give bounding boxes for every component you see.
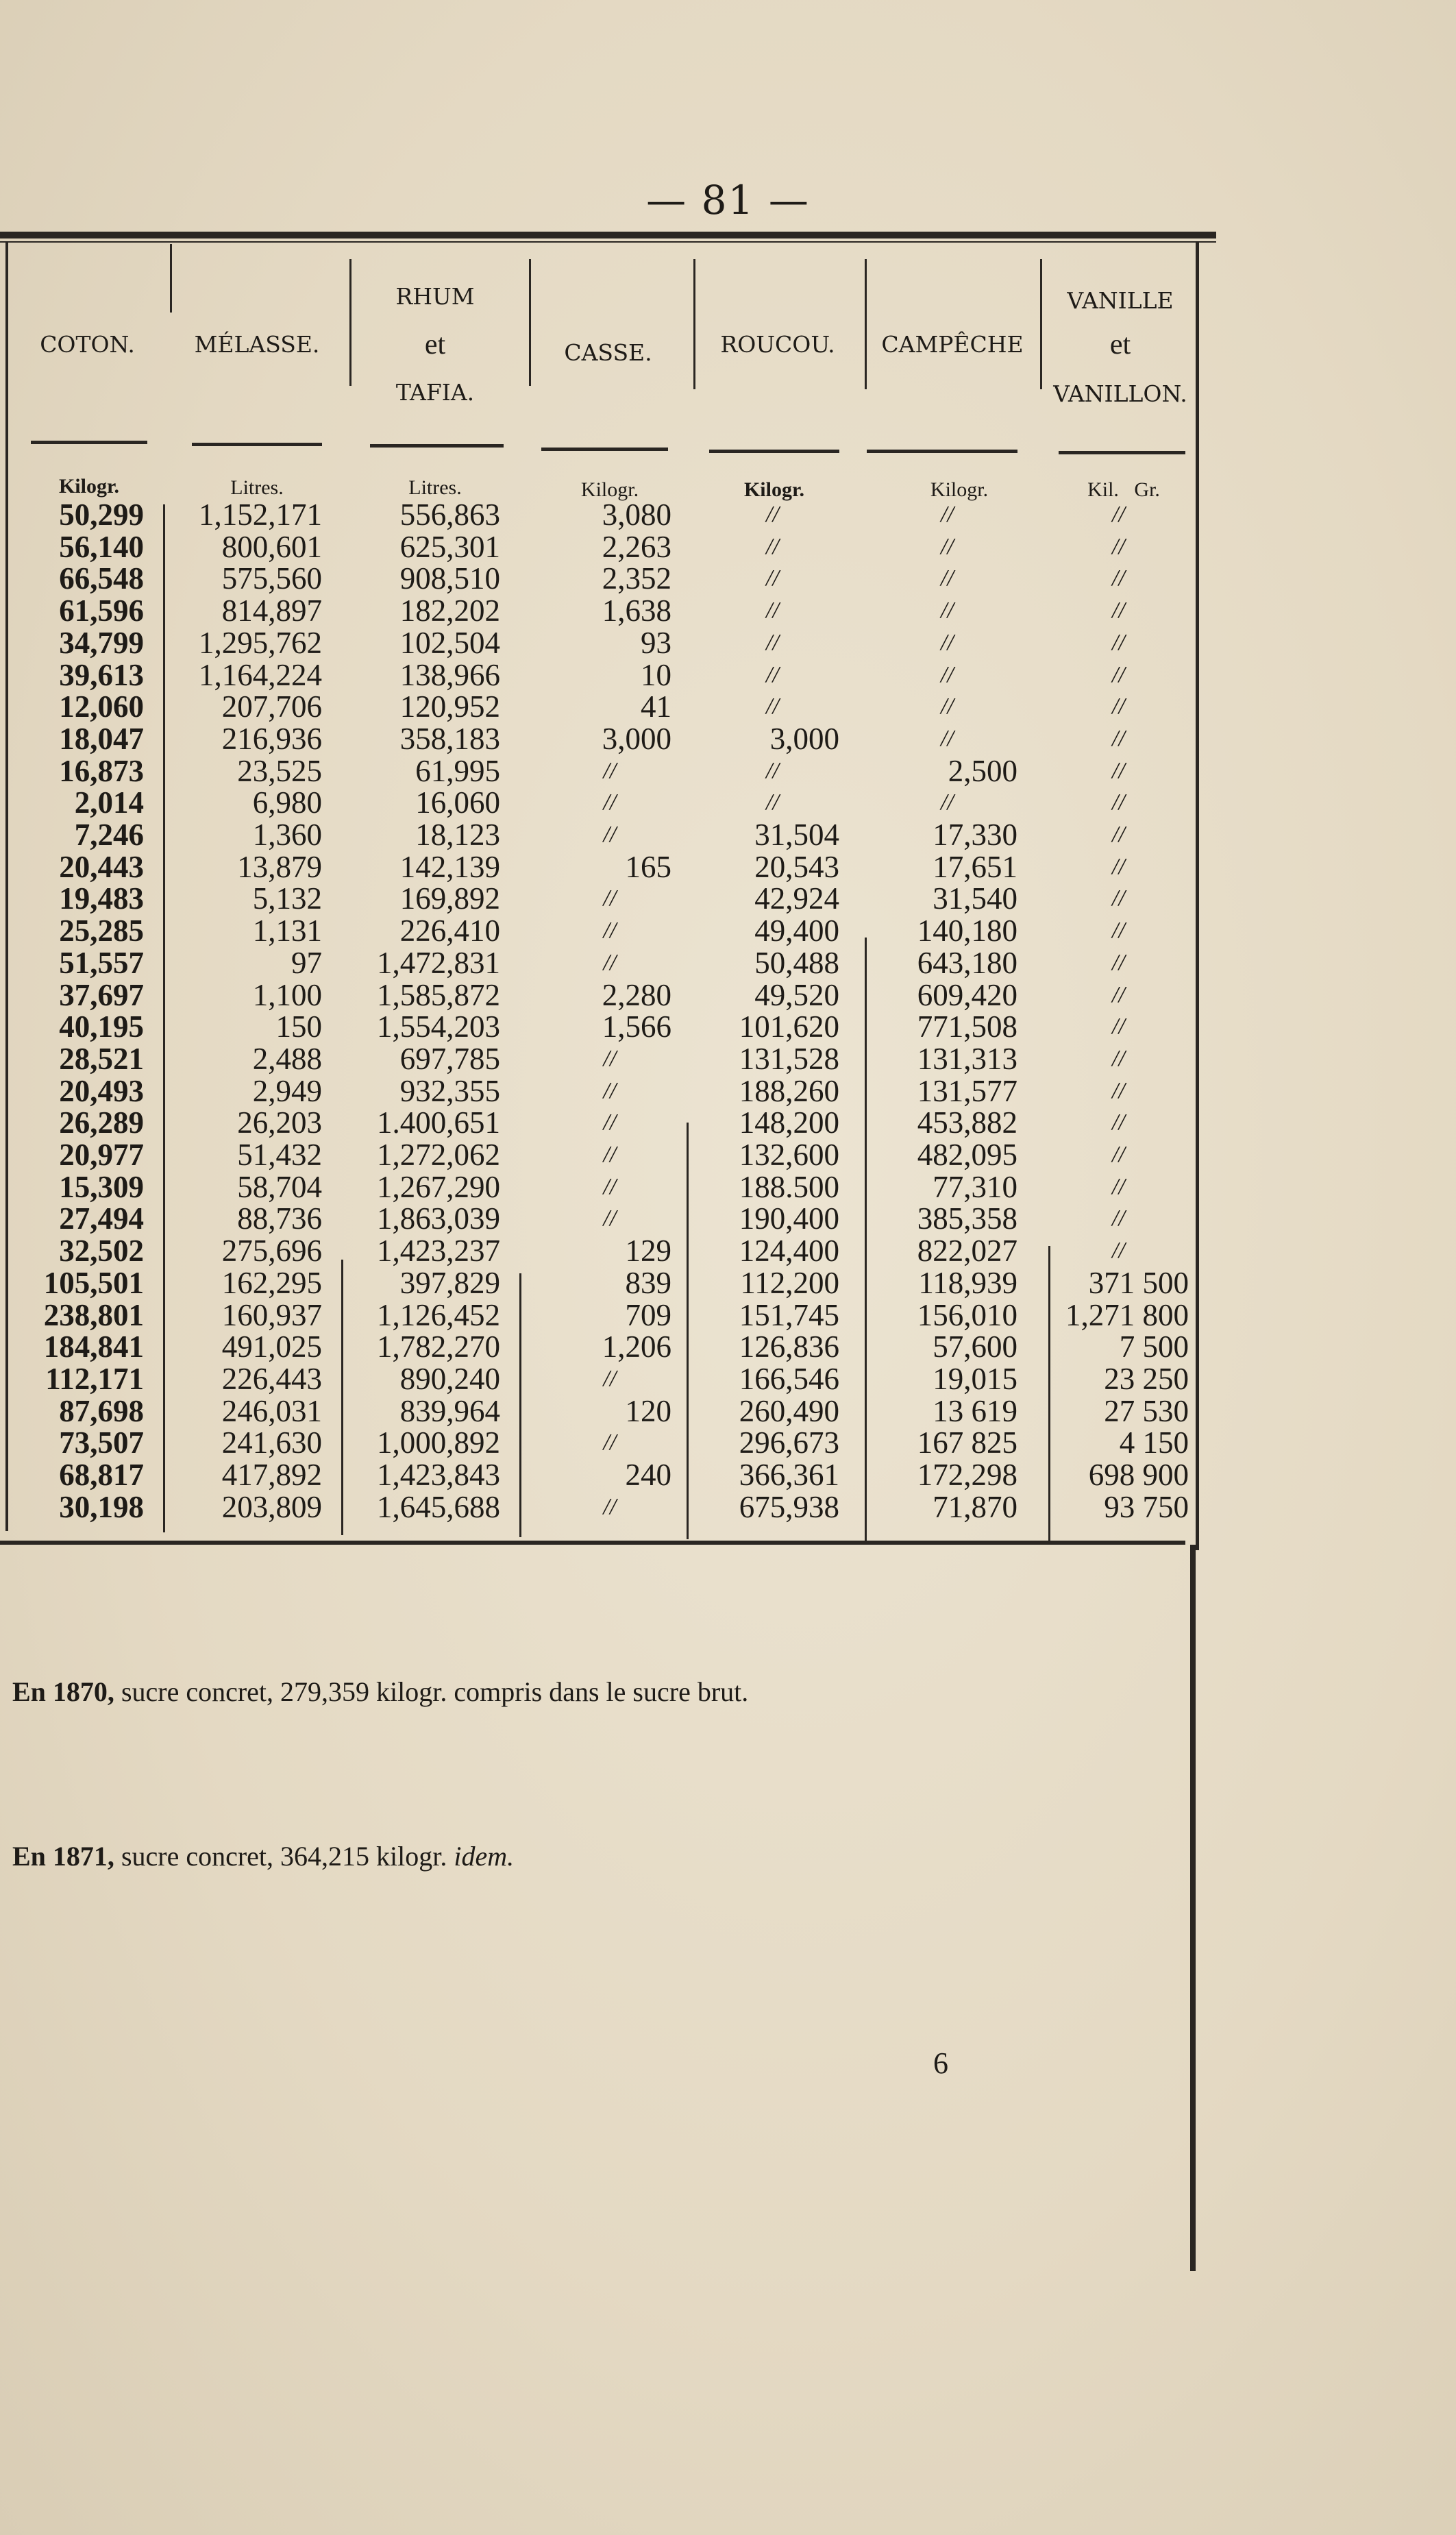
note-1871-prefix: En 1871, bbox=[12, 1841, 114, 1872]
table-cell: 37,697 bbox=[59, 977, 144, 1012]
table-cell: 51,432 bbox=[237, 1138, 322, 1172]
table-cell: 30,198 bbox=[59, 1489, 144, 1524]
header-vanille-line-1: VANILLE bbox=[1067, 287, 1174, 314]
table-cell: 126,836 bbox=[739, 1330, 839, 1364]
table-cell: 1,360 bbox=[252, 818, 322, 852]
table-cell: 101,620 bbox=[739, 1009, 839, 1044]
table-cell: 1,585,872 bbox=[377, 977, 500, 1012]
header-rule-roucou bbox=[709, 450, 839, 453]
table-cell: 3,000 bbox=[769, 721, 839, 756]
table-cell: 188.500 bbox=[739, 1169, 839, 1204]
table-left-rule bbox=[5, 243, 8, 1531]
note-1870-prefix: En 1870, bbox=[12, 1676, 114, 1707]
header-roucou bbox=[699, 333, 856, 436]
header-rhum-line-1: RHUM bbox=[395, 283, 475, 310]
header-vanille bbox=[1048, 289, 1192, 447]
table-cell: // bbox=[766, 694, 779, 720]
table-cell: 609,420 bbox=[917, 977, 1017, 1012]
table-cell: 23 250 bbox=[1104, 1361, 1189, 1396]
table-cell: // bbox=[1112, 981, 1125, 1007]
table-cell: 51,557 bbox=[59, 945, 144, 980]
table-cell: // bbox=[603, 1205, 617, 1232]
table-cell: 112,171 bbox=[45, 1361, 144, 1396]
separator-6 bbox=[1040, 259, 1042, 389]
table-cell: 1,645,688 bbox=[377, 1489, 500, 1524]
table-cell: 93 750 bbox=[1104, 1489, 1189, 1524]
table-cell: 23,525 bbox=[237, 753, 322, 788]
page-number: — 81 — bbox=[646, 177, 810, 223]
table-cell: 148,200 bbox=[739, 1105, 839, 1140]
table-cell: 260,490 bbox=[739, 1393, 839, 1428]
table-cell: // bbox=[1112, 1142, 1125, 1167]
table-cell: 1,272,062 bbox=[377, 1138, 500, 1172]
table-cell: // bbox=[1112, 598, 1125, 624]
table-cell: 908,510 bbox=[399, 561, 500, 596]
header-campeche bbox=[867, 333, 1038, 436]
table-cell: 6,980 bbox=[252, 785, 322, 820]
separator-5 bbox=[865, 259, 867, 389]
table-cell: // bbox=[941, 725, 954, 751]
table-cell: 162,295 bbox=[221, 1265, 322, 1300]
table-cell: 1,554,203 bbox=[377, 1009, 500, 1044]
table-cell: 556,863 bbox=[399, 498, 500, 532]
table-cell: // bbox=[1112, 1205, 1125, 1232]
separator-4 bbox=[693, 259, 695, 389]
table-cell: 1,863,039 bbox=[377, 1201, 500, 1236]
header-rhum-line-2: et bbox=[424, 329, 446, 360]
table-cell: // bbox=[1112, 1110, 1125, 1136]
table-cell: // bbox=[603, 757, 617, 783]
table-cell: 19,015 bbox=[933, 1361, 1017, 1396]
table-cell: 17,651 bbox=[933, 849, 1017, 884]
table-cell: // bbox=[1112, 1077, 1125, 1103]
table-cell: // bbox=[766, 661, 779, 687]
table-cell: 7 500 bbox=[1119, 1330, 1189, 1364]
table-cell: // bbox=[941, 629, 954, 655]
table-cell: // bbox=[941, 502, 954, 527]
table-cell: 203,809 bbox=[221, 1489, 322, 1524]
table-cell: 19,483 bbox=[59, 881, 144, 916]
table-cell: 675,938 bbox=[739, 1489, 839, 1524]
table-cell: 61,596 bbox=[59, 593, 144, 628]
table-cell: 105,501 bbox=[43, 1265, 144, 1300]
table-cell: 61,995 bbox=[415, 753, 500, 788]
unit-melasse: Litres. bbox=[230, 476, 284, 499]
signature-mark: 6 bbox=[933, 2046, 948, 2080]
table-cell: 26,289 bbox=[59, 1105, 144, 1140]
table-cell: 87,698 bbox=[59, 1393, 144, 1428]
header-rule-melasse bbox=[192, 443, 322, 446]
table-cell: 132,600 bbox=[739, 1138, 839, 1172]
table-cell: 839 bbox=[625, 1265, 671, 1300]
table-cell: 131,528 bbox=[739, 1041, 839, 1076]
table-cell: 1,206 bbox=[602, 1330, 671, 1364]
table-cell: 1,782,270 bbox=[377, 1330, 500, 1364]
table-cell: 2,352 bbox=[602, 561, 671, 596]
table-cell: 165 bbox=[625, 849, 671, 884]
table-cell: 932,355 bbox=[399, 1073, 500, 1108]
table-cell: 417,892 bbox=[221, 1458, 322, 1492]
table-cell: 71,870 bbox=[933, 1489, 1017, 1524]
header-casse bbox=[534, 341, 682, 444]
note-1870 bbox=[12, 1676, 748, 1708]
unit-vanille: Kil. Gr. bbox=[1087, 478, 1160, 501]
table-cell: 39,613 bbox=[59, 657, 144, 692]
table-cell: 890,240 bbox=[399, 1361, 500, 1396]
table-cell: 20,493 bbox=[59, 1073, 144, 1108]
table-cell: 151,745 bbox=[739, 1297, 839, 1332]
table-cell: 131,313 bbox=[917, 1041, 1017, 1076]
table-cell: // bbox=[941, 565, 954, 591]
table-cell: 142,139 bbox=[399, 849, 500, 884]
table-cell: // bbox=[1112, 789, 1125, 816]
table-cell: // bbox=[766, 502, 779, 527]
separator-5b bbox=[865, 938, 867, 1541]
separator-3 bbox=[529, 259, 531, 386]
table-cell: 13,879 bbox=[237, 849, 322, 884]
header-rule-campeche bbox=[867, 450, 1017, 453]
header-roucou-line-1: ROUCOU. bbox=[720, 331, 835, 358]
table-cell: 13 619 bbox=[933, 1393, 1017, 1428]
table-cell: 491,025 bbox=[221, 1330, 322, 1364]
table-cell: 240 bbox=[625, 1458, 671, 1492]
table-cell: 18,123 bbox=[415, 818, 500, 852]
table-cell: 709 bbox=[625, 1297, 671, 1332]
table-cell: 2,500 bbox=[948, 753, 1017, 788]
table-cell: 3,080 bbox=[602, 498, 671, 532]
table-cell: 112,200 bbox=[740, 1265, 839, 1300]
table-cell: // bbox=[603, 822, 617, 847]
table-cell: 5,132 bbox=[252, 881, 322, 916]
table-cell: 27,494 bbox=[59, 1201, 144, 1236]
table-cell: 1,164,224 bbox=[199, 657, 322, 692]
table-cell: 150 bbox=[275, 1009, 322, 1044]
table-cell: 1,472,831 bbox=[377, 945, 500, 980]
table-cell: 397,829 bbox=[399, 1265, 500, 1300]
table-cell: 73,507 bbox=[59, 1425, 144, 1460]
header-rhum bbox=[353, 285, 517, 443]
table-cell: 32,502 bbox=[59, 1234, 144, 1269]
table-cell: 40,195 bbox=[59, 1009, 144, 1044]
table-cell: 1,566 bbox=[602, 1009, 671, 1044]
table-cell: 16,060 bbox=[415, 785, 500, 820]
table-cell: // bbox=[1112, 822, 1125, 847]
table-cell: 26,203 bbox=[237, 1105, 322, 1140]
table-cell: 1,423,237 bbox=[377, 1234, 500, 1269]
table-cell: 216,936 bbox=[221, 721, 322, 756]
table-cell: 16,873 bbox=[59, 753, 144, 788]
table-cell: 15,309 bbox=[59, 1169, 144, 1204]
table-cell: 246,031 bbox=[221, 1393, 322, 1428]
table-cell: // bbox=[1112, 1238, 1125, 1264]
table-cell: 385,358 bbox=[917, 1201, 1017, 1236]
header-vanille-line-2: et bbox=[1109, 329, 1131, 360]
header-rule-casse bbox=[541, 448, 668, 451]
table-cell: 20,443 bbox=[59, 849, 144, 884]
table-cell: 226,443 bbox=[221, 1361, 322, 1396]
table-cell: 97 bbox=[291, 945, 322, 980]
table-cell: 2,488 bbox=[252, 1041, 322, 1076]
table-cell: 1,295,762 bbox=[199, 625, 322, 660]
separator-2 bbox=[349, 259, 351, 386]
table-cell: // bbox=[1112, 725, 1125, 751]
table-cell: // bbox=[603, 1365, 617, 1391]
table-cell: 822,027 bbox=[917, 1234, 1017, 1269]
table-cell: 77,310 bbox=[933, 1169, 1017, 1204]
table-cell: 166,546 bbox=[739, 1361, 839, 1396]
table-cell: // bbox=[1112, 565, 1125, 591]
table-cell: 25,285 bbox=[59, 914, 144, 948]
table-cell: 1,100 bbox=[252, 977, 322, 1012]
table-cell: // bbox=[1112, 757, 1125, 783]
header-rule-coton bbox=[31, 441, 147, 444]
table-cell: 88,736 bbox=[237, 1201, 322, 1236]
table-bottom-rule bbox=[0, 1541, 1185, 1545]
unit-rhum: Litres. bbox=[408, 476, 462, 499]
table-cell: // bbox=[1112, 1045, 1125, 1071]
table-cell: 138,966 bbox=[399, 657, 500, 692]
table-cell: 814,897 bbox=[221, 593, 322, 628]
table-cell: 172,298 bbox=[917, 1458, 1017, 1492]
table-cell: 1,271 800 bbox=[1065, 1297, 1189, 1332]
table-cell: 1,267,290 bbox=[377, 1169, 500, 1204]
header-coton bbox=[14, 333, 161, 450]
table-cell: 2,263 bbox=[602, 529, 671, 564]
separator-4b bbox=[687, 1123, 689, 1539]
table-cell: 42,924 bbox=[754, 881, 839, 916]
table-cell: 50,488 bbox=[754, 945, 839, 980]
table-cell: 275,696 bbox=[221, 1234, 322, 1269]
table-cell: // bbox=[766, 789, 779, 816]
table-cell: 12,060 bbox=[59, 689, 144, 724]
table-cell: 49,400 bbox=[754, 914, 839, 948]
table-cell: 207,706 bbox=[221, 689, 322, 724]
table-cell: // bbox=[766, 533, 779, 559]
table-cell: 1,000,892 bbox=[377, 1425, 500, 1460]
table-cell: 124,400 bbox=[739, 1234, 839, 1269]
table-cell: // bbox=[1112, 661, 1125, 687]
header-coton-line-1: COTON. bbox=[40, 331, 135, 358]
table-cell: // bbox=[1112, 629, 1125, 655]
table-cell: // bbox=[1112, 694, 1125, 720]
table-cell: 7,246 bbox=[74, 818, 144, 852]
table-cell: // bbox=[941, 694, 954, 720]
table-cell: 10 bbox=[641, 657, 671, 692]
table-cell: 575,560 bbox=[221, 561, 322, 596]
table-cell: 1,126,452 bbox=[377, 1297, 500, 1332]
table-cell: 120,952 bbox=[399, 689, 500, 724]
header-rhum-line-3: TAFIA. bbox=[395, 379, 475, 406]
table-cell: 66,548 bbox=[59, 561, 144, 596]
table-cell: // bbox=[603, 1173, 617, 1199]
table-right-rule bbox=[1196, 241, 1199, 1550]
table-cell: // bbox=[603, 1430, 617, 1456]
table-cell: 17,330 bbox=[933, 818, 1017, 852]
table-cell: 58,704 bbox=[237, 1169, 322, 1204]
note-1871-idem: idem. bbox=[454, 1841, 515, 1872]
table-cell: 20,543 bbox=[754, 849, 839, 884]
table-cell: // bbox=[766, 757, 779, 783]
header-casse-line-1: CASSE. bbox=[564, 339, 652, 366]
table-cell: // bbox=[1112, 918, 1125, 944]
table-cell: 20,977 bbox=[59, 1138, 144, 1172]
table-cell: // bbox=[1112, 533, 1125, 559]
table-cell: 625,301 bbox=[399, 529, 500, 564]
table-cell: 358,183 bbox=[399, 721, 500, 756]
table-cell: 2,280 bbox=[602, 977, 671, 1012]
unit-campeche: Kilogr. bbox=[930, 478, 989, 501]
table-cell: // bbox=[603, 1142, 617, 1167]
table-cell: 1,131 bbox=[252, 914, 322, 948]
table-cell: 1,638 bbox=[602, 593, 671, 628]
table-cell: 167 825 bbox=[917, 1425, 1017, 1460]
table-cell: 3,000 bbox=[602, 721, 671, 756]
table-cell: 453,882 bbox=[917, 1105, 1017, 1140]
table-cell: 31,540 bbox=[933, 881, 1017, 916]
table-cell: 120 bbox=[625, 1393, 671, 1428]
table-cell: 698 900 bbox=[1088, 1458, 1189, 1492]
table-cell: 771,508 bbox=[917, 1009, 1017, 1044]
table-cell: 643,180 bbox=[917, 945, 1017, 980]
unit-coton: Kilogr. bbox=[58, 475, 120, 498]
table-cell: // bbox=[766, 598, 779, 624]
table-cell: 188,260 bbox=[739, 1073, 839, 1108]
table-cell: 31,504 bbox=[754, 818, 839, 852]
table-cell: 1,423,843 bbox=[377, 1458, 500, 1492]
unit-casse: Kilogr. bbox=[580, 478, 639, 501]
page-right-rule bbox=[1190, 1545, 1196, 2271]
table-cell: 169,892 bbox=[399, 881, 500, 916]
header-melasse bbox=[171, 333, 343, 450]
table-cell: 4 150 bbox=[1119, 1425, 1189, 1460]
table-cell: // bbox=[603, 789, 617, 816]
table-cell: 49,520 bbox=[754, 977, 839, 1012]
header-rule-vanille bbox=[1059, 451, 1185, 454]
table-cell: // bbox=[1112, 1173, 1125, 1199]
table-cell: 50,299 bbox=[59, 498, 144, 532]
table-cell: 296,673 bbox=[739, 1425, 839, 1460]
table-cell: 56,140 bbox=[59, 529, 144, 564]
note-1870-text: sucre concret, 279,359 kilogr. compris dans le sucre brut. bbox=[114, 1676, 749, 1707]
table-cell: // bbox=[603, 1045, 617, 1071]
table-cell: // bbox=[941, 789, 954, 816]
table-cell: // bbox=[603, 1077, 617, 1103]
table-cell: 118,939 bbox=[918, 1265, 1017, 1300]
header-melasse-line-1: MÉLASSE. bbox=[194, 331, 320, 358]
table-cell: 226,410 bbox=[399, 914, 500, 948]
unit-roucou: Kilogr. bbox=[743, 478, 805, 501]
table-cell: // bbox=[1112, 885, 1125, 911]
table-cell: 93 bbox=[641, 625, 671, 660]
table-cell: 156,010 bbox=[917, 1297, 1017, 1332]
table-cell: 800,601 bbox=[221, 529, 322, 564]
table-cell: 184,841 bbox=[43, 1330, 144, 1364]
note-1871 bbox=[12, 1840, 514, 1872]
table-cell: 68,817 bbox=[59, 1458, 144, 1492]
table-cell: 34,799 bbox=[59, 625, 144, 660]
statistics-table bbox=[0, 232, 1216, 1547]
table-cell: // bbox=[603, 885, 617, 911]
table-cell: // bbox=[1112, 502, 1125, 527]
separator-1 bbox=[170, 244, 172, 313]
table-cell: // bbox=[766, 629, 779, 655]
table-cell: // bbox=[1112, 1014, 1125, 1040]
table-top-thin-rule bbox=[0, 241, 1216, 243]
table-cell: 131,577 bbox=[917, 1073, 1017, 1108]
table-cell: 1.400,651 bbox=[377, 1105, 500, 1140]
table-cell: 18,047 bbox=[59, 721, 144, 756]
table-cell: // bbox=[1112, 949, 1125, 975]
table-cell: // bbox=[766, 565, 779, 591]
table-cell: 182,202 bbox=[399, 593, 500, 628]
table-cell: // bbox=[941, 661, 954, 687]
table-cell: 27 530 bbox=[1104, 1393, 1189, 1428]
table-cell: // bbox=[603, 918, 617, 944]
table-cell: 160,937 bbox=[221, 1297, 322, 1332]
table-cell: 238,801 bbox=[43, 1297, 144, 1332]
table-cell: 190,400 bbox=[739, 1201, 839, 1236]
header-campeche-line-1: CAMPÊCHE bbox=[881, 331, 1024, 358]
table-top-rule bbox=[0, 232, 1216, 238]
table-cell: 366,361 bbox=[739, 1458, 839, 1492]
table-cell: 1,152,171 bbox=[199, 498, 322, 532]
table-cell: 57,600 bbox=[933, 1330, 1017, 1364]
header-rule-rhum bbox=[370, 444, 504, 448]
table-cell: // bbox=[941, 598, 954, 624]
table-cell: 241,630 bbox=[221, 1425, 322, 1460]
table-cell: 28,521 bbox=[59, 1041, 144, 1076]
table-cell: 129 bbox=[625, 1234, 671, 1269]
table-cell: 2,014 bbox=[74, 785, 144, 820]
table-cell: // bbox=[603, 1110, 617, 1136]
separator-1b bbox=[163, 504, 165, 1532]
note-1871-text: sucre concret, 364,215 kilogr. bbox=[114, 1841, 454, 1872]
table-cell: // bbox=[1112, 853, 1125, 879]
table-cell: 102,504 bbox=[399, 625, 500, 660]
table-cell: 697,785 bbox=[399, 1041, 500, 1076]
table-cell: 482,095 bbox=[917, 1138, 1017, 1172]
table-cell: // bbox=[941, 533, 954, 559]
table-cell: 41 bbox=[641, 689, 671, 724]
table-cell: // bbox=[603, 1493, 617, 1519]
table-cell: 371 500 bbox=[1088, 1265, 1189, 1300]
separator-3b bbox=[519, 1273, 521, 1537]
table-cell: 140,180 bbox=[917, 914, 1017, 948]
separator-2b bbox=[341, 1260, 343, 1535]
header-vanille-line-3: VANILLON. bbox=[1053, 380, 1187, 407]
table-cell: 839,964 bbox=[399, 1393, 500, 1428]
table-cell: // bbox=[603, 949, 617, 975]
table-cell: 2,949 bbox=[252, 1073, 322, 1108]
